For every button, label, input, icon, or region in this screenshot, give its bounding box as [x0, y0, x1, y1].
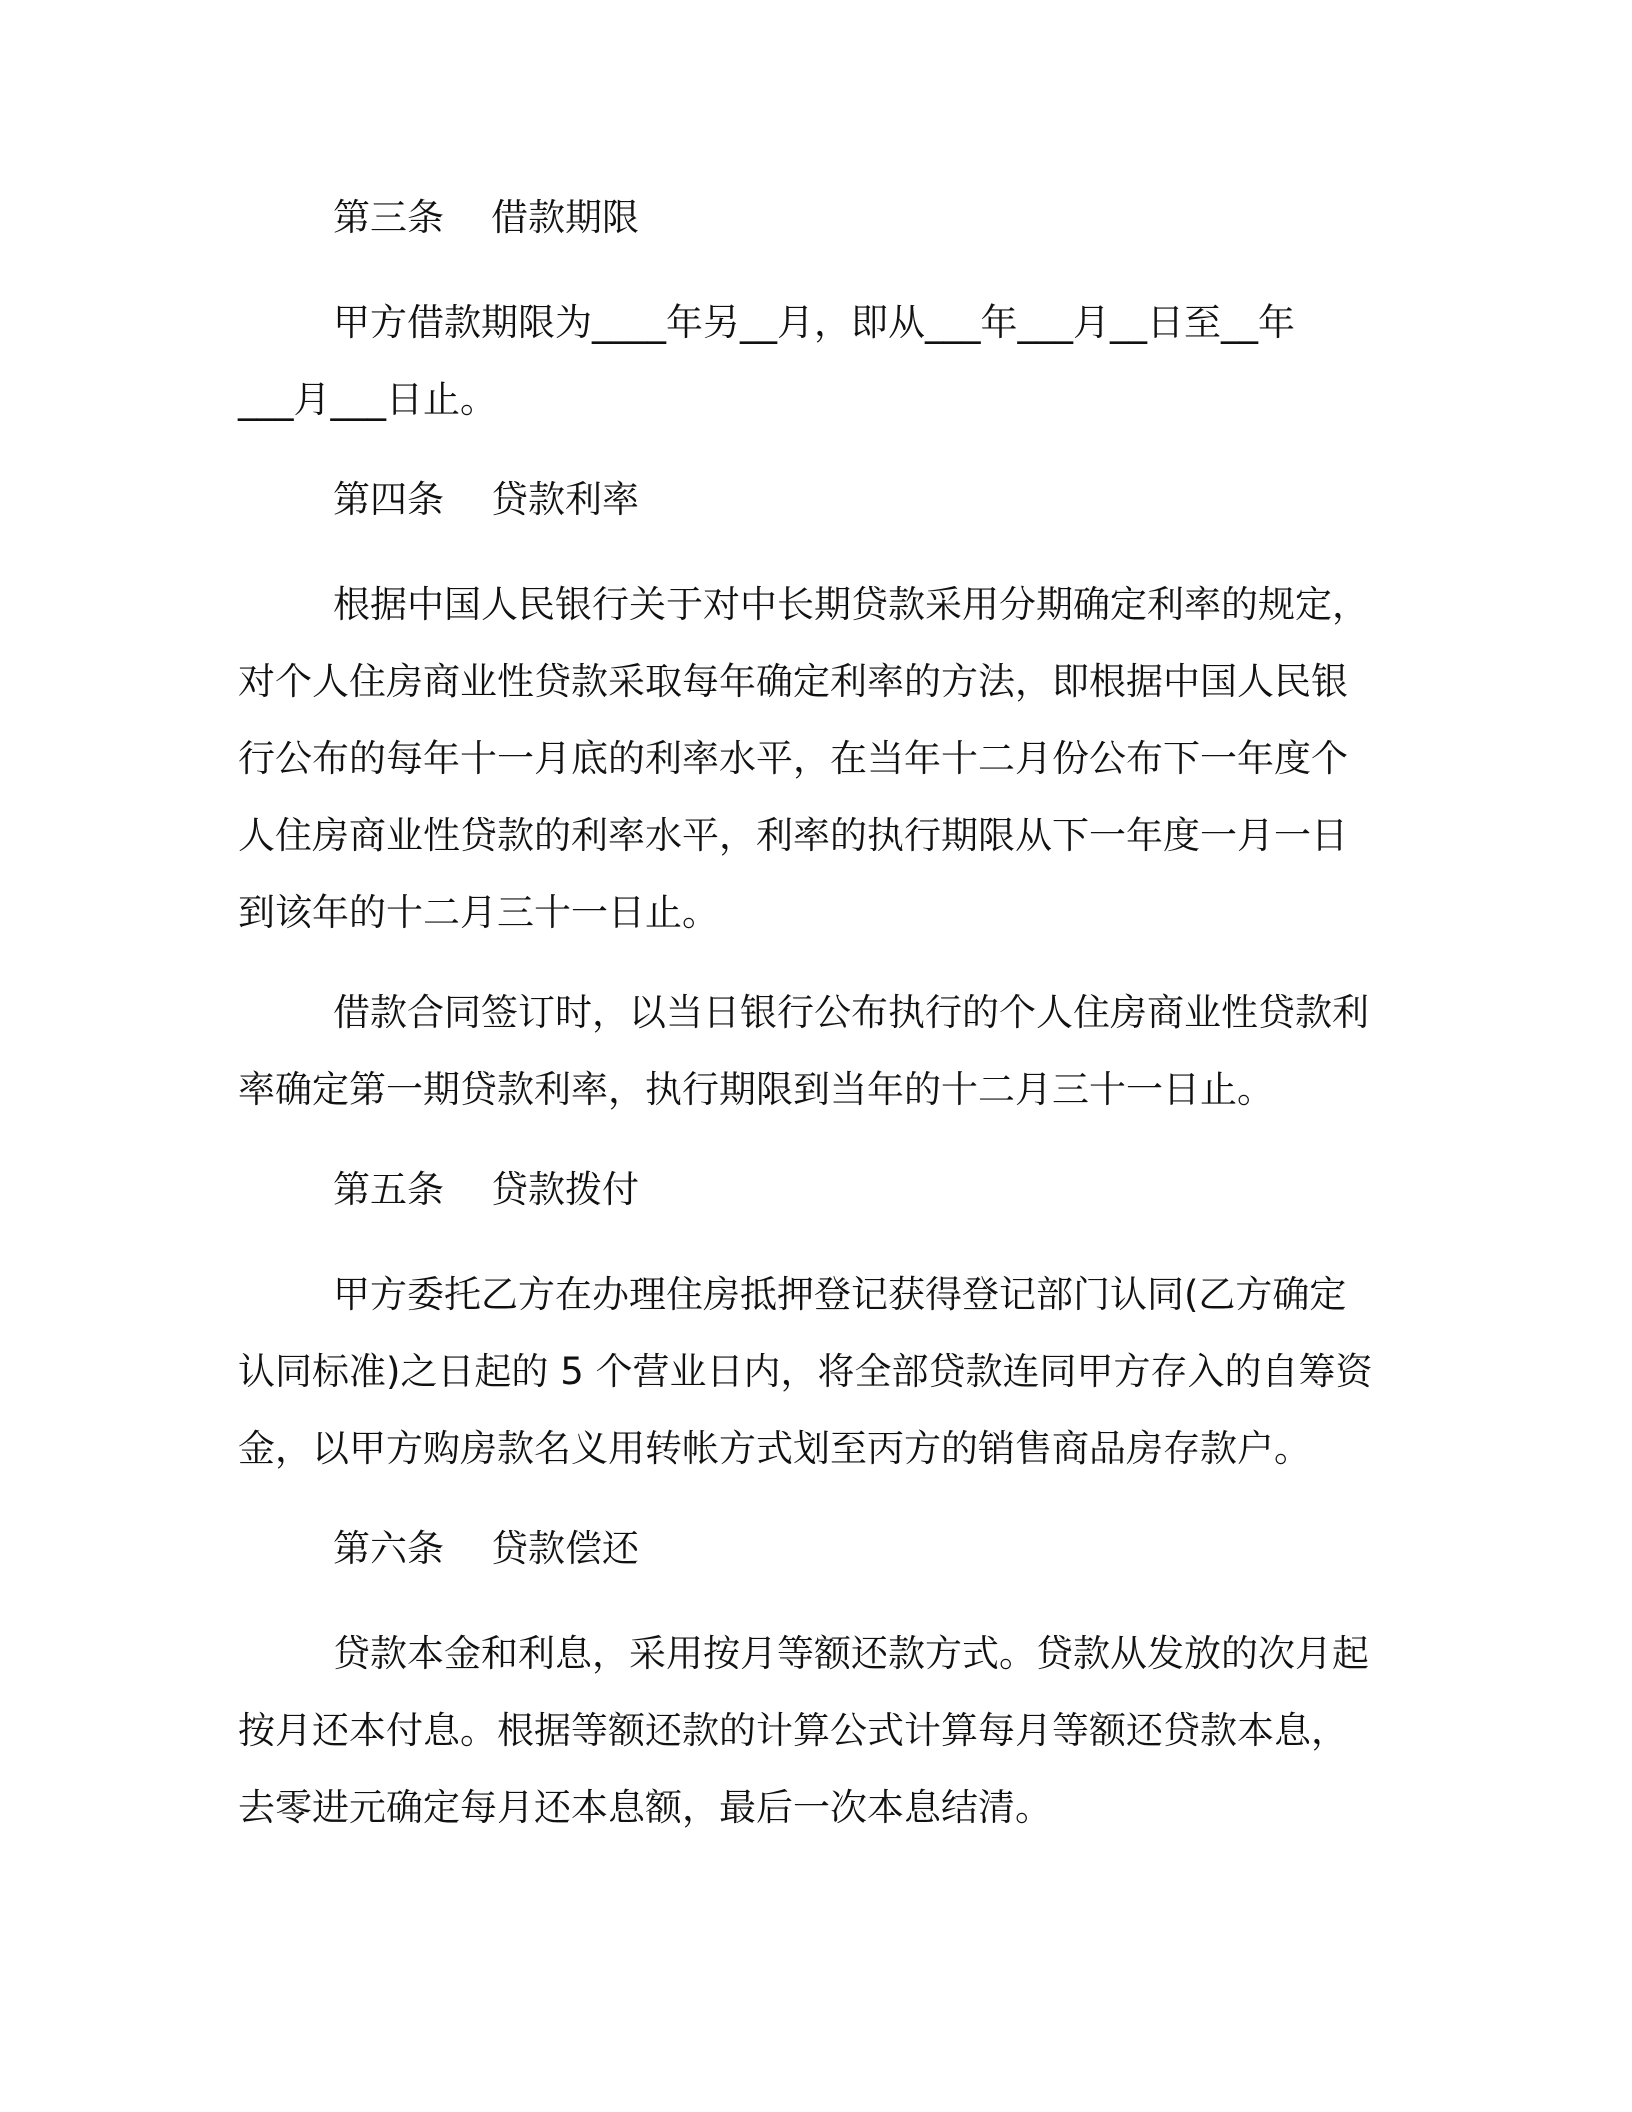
article-5-heading: 第五条 贷款拨付	[333, 1168, 640, 1211]
article-4-para-2-line-1: 借款合同签订时，以当日银行公布执行的个人住房商业性贷款利	[333, 991, 1369, 1034]
article-4-para-2-line-2: 率确定第一期贷款利率，执行期限到当年的十二月三十一日止。	[238, 1068, 1274, 1111]
article-6-para-1-line-2: 按月还本付息。根据等额还款的计算公式计算每月等额还贷款本息，	[238, 1709, 1348, 1752]
article-5-para-1-line-1: 甲方委托乙方在办理住房抵押登记获得登记部门认同(乙方确定	[333, 1273, 1347, 1316]
article-6-para-1-line-3: 去零进元确定每月还本息额，最后一次本息结清。	[238, 1786, 1052, 1829]
article-4-heading: 第四条 贷款利率	[333, 478, 640, 521]
article-5-para-1-line-3: 金，以甲方购房款名义用转帐方式划至丙方的销售商品房存款户。	[238, 1427, 1311, 1470]
article-4-para-1-line-3: 行公布的每年十一月底的利率水平，在当年十二月份公布下一年度个	[238, 737, 1348, 780]
article-6-para-1-line-1: 贷款本金和利息，采用按月等额还款方式。贷款从发放的次月起	[333, 1632, 1369, 1675]
article-4-para-1-line-4: 人住房商业性贷款的利率水平，利率的执行期限从下一年度一月一日	[238, 814, 1348, 857]
article-4-para-1-line-2: 对个人住房商业性贷款采取每年确定利率的方法，即根据中国人民银	[238, 660, 1348, 703]
article-3-para-1-line-2: ___月___日止。	[238, 378, 497, 421]
article-5-para-1-line-2: 认同标准)之日起的 5 个营业日内，将全部贷款连同甲方存入的自筹资	[238, 1350, 1373, 1393]
article-4-para-1-line-5: 到该年的十二月三十一日止。	[238, 891, 719, 934]
article-3-heading: 第三条 借款期限	[333, 196, 640, 239]
article-3-para-1-line-1: 甲方借款期限为____年另__月，即从___年___月__日至__年	[333, 301, 1295, 344]
article-6-heading: 第六条 贷款偿还	[333, 1527, 640, 1570]
article-4-para-1-line-1: 根据中国人民银行关于对中长期贷款采用分期确定利率的规定，	[333, 583, 1369, 626]
